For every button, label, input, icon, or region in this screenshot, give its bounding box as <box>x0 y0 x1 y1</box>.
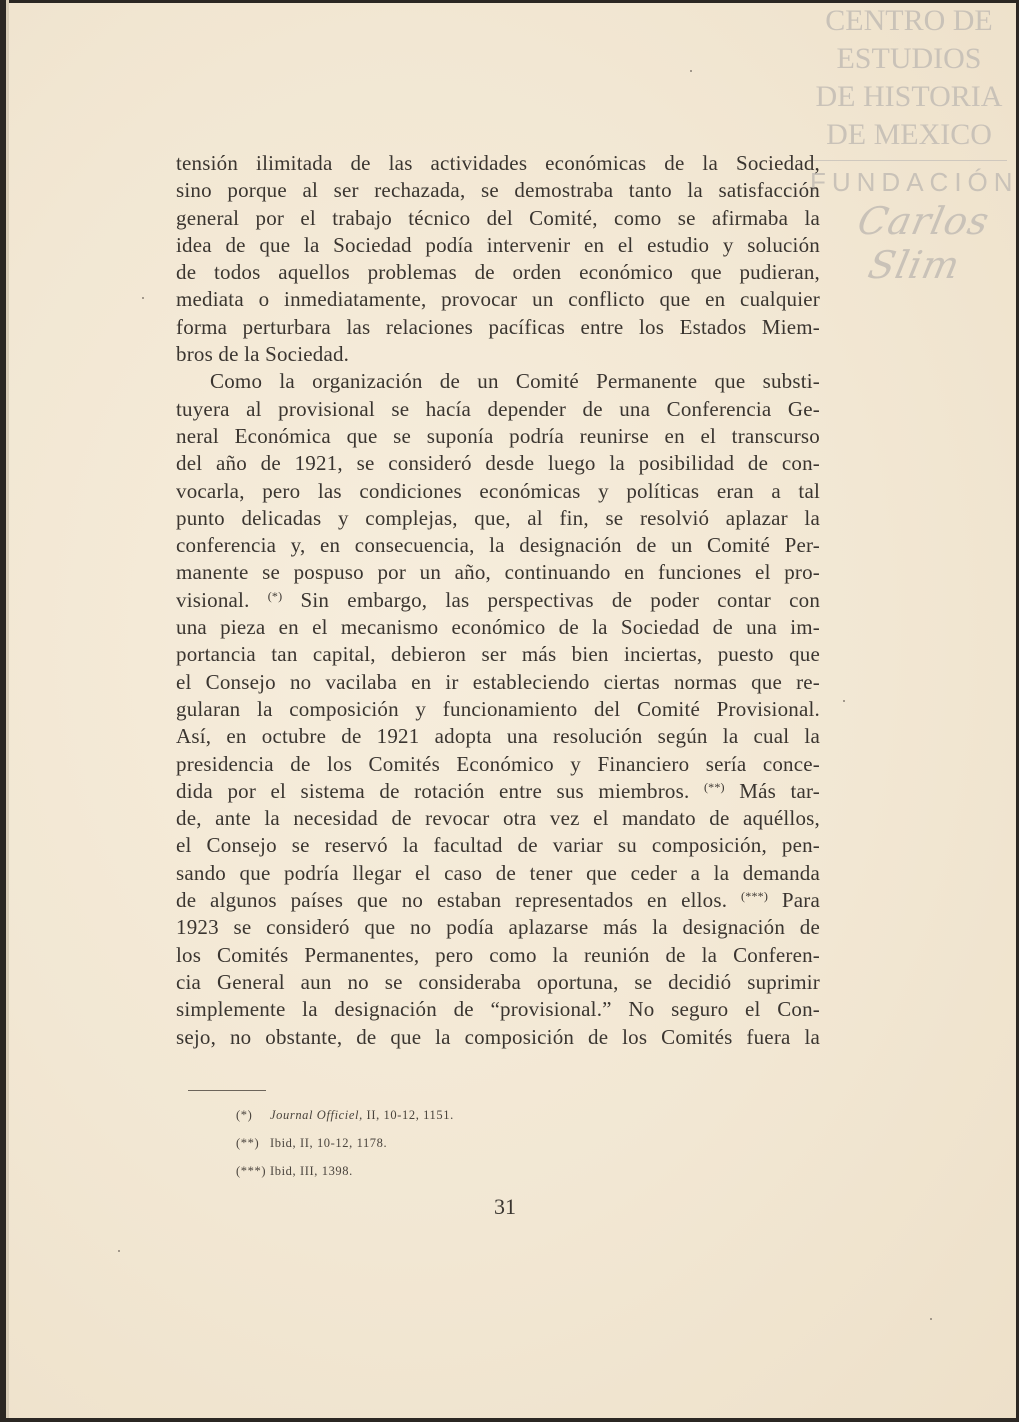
text-line: forma perturbara las relaciones pacíficas entre los Estados Miem- <box>176 314 820 339</box>
footnote-ref: (*) <box>267 588 283 603</box>
text-line: los Comités Permanentes, pero como la reunión de la Conferen- <box>176 942 820 967</box>
text-fragment: visional. <box>176 587 250 612</box>
text-line: presidencia de los Comités Económico y Financiero sería conce- <box>176 751 820 776</box>
text-line: sejo, no obstante, de que la composición de los Comités fuera la <box>176 1024 820 1049</box>
text-line <box>176 887 820 914</box>
text-line: tuyera al provisional se hacía depender de una Conferencia Ge- <box>176 396 820 421</box>
text-line: punto delicadas y complejas, que, al fin, se resolvió aplazar la <box>176 505 820 530</box>
text-line: Como la organización de un Comité Permanente que substi- <box>210 369 820 394</box>
watermark-signature: Carlos Slim <box>853 199 994 287</box>
text-line <box>176 587 820 614</box>
text-line: simplemente la designación de “provisional.” No seguro el Con- <box>176 997 820 1022</box>
text-fragment: dida por el sistema de rotación entre sus miembros. <box>176 778 690 803</box>
footnote-mark: (***) <box>236 1164 267 1178</box>
text-line: idea de que la Sociedad podía intervenir en el estudio y solución <box>176 232 820 257</box>
archive-watermark <box>800 2 1018 287</box>
footnote-source: Journal Officiel, <box>270 1108 363 1122</box>
page-number: 31 <box>494 1194 516 1219</box>
text-line: el Consejo no vacilaba en ir estableciendo ciertas normas que re- <box>176 669 820 694</box>
watermark-divider <box>811 160 1007 161</box>
text-line <box>176 778 820 805</box>
paper-speck <box>690 70 692 72</box>
text-line: mediata o inmediatamente, provocar un conflicto que en cualquier <box>176 287 820 312</box>
text-fragment: de algunos países que no estaban representados en ellos. <box>176 888 728 913</box>
footnote-ref: (**) <box>703 779 725 794</box>
text-line: conferencia y, en consecuencia, la designación de un Comité Per- <box>176 533 820 558</box>
text-line: sino porque al ser rechazada, se demostraba tanto la satisfacción <box>176 178 820 203</box>
text-fragment: Sin embargo, las perspectivas de poder contar con <box>300 587 821 612</box>
text-line: Así, en octubre de 1921 adopta una resolución según la cual la <box>176 724 820 749</box>
footnotes <box>236 1104 636 1188</box>
watermark-fundacion: FUNDACIÓN <box>810 167 1019 197</box>
text-line: 1923 se consideró que no podía aplazarse más la designación de <box>176 915 820 940</box>
text-line: del año de 1921, se consideró desde luego la posibilidad de con- <box>176 451 820 476</box>
text-line: de todos aquellos problemas de orden económico que pudieran, <box>176 260 820 285</box>
footnote-rule <box>188 1090 266 1091</box>
text-fragment: Para <box>781 888 821 913</box>
text-line: gularan la composición y funcionamiento del Comité Provisional. <box>176 696 820 721</box>
footnote-ref: (***) <box>741 889 769 904</box>
text-line: manente se pospuso por un año, continuando en funciones el pro- <box>176 560 820 585</box>
paper-speck <box>930 1318 932 1320</box>
text-line: de, ante la necesidad de revocar otra vez el mandato de aquéllos, <box>176 806 820 831</box>
footnote-text: II, 10-12, 1151. <box>362 1108 454 1122</box>
scan-border-bottom <box>0 1418 1019 1422</box>
footnote-text: Ibid, III, 1398. <box>270 1164 353 1178</box>
footnote <box>236 1160 636 1188</box>
footnote-text: Ibid, II, 10-12, 1178. <box>270 1136 388 1150</box>
text-line: general por el trabajo técnico del Comité, como se afirmaba la <box>176 205 820 230</box>
paper-speck <box>142 297 144 299</box>
footnote-mark: (*) <box>236 1108 253 1122</box>
body-text <box>176 150 820 1051</box>
text-line: una pieza en el mecanismo económico de la Sociedad de una im- <box>176 615 820 640</box>
paper-speck <box>118 1250 120 1252</box>
text-line: tensión ilimitada de las actividades económicas de la Sociedad, <box>176 151 820 175</box>
text-line: cia General aun no se consideraba oportuna, se decidió suprimir <box>176 969 820 994</box>
text-line: portancia tan capital, debieron ser más bien inciertas, puesto que <box>176 642 820 667</box>
text-line: el Consejo se reservó la facultad de variar su composición, pen- <box>176 833 820 858</box>
text-line: neral Económica que se suponía podría reunirse en el transcurso <box>176 423 820 448</box>
paper-speck <box>843 700 845 702</box>
watermark-line: CENTRO DE <box>825 4 993 37</box>
footnote <box>236 1132 636 1160</box>
text-line: sando que podría llegar el caso de tener que ceder a la demanda <box>176 860 820 885</box>
footnote-mark: (**) <box>236 1136 260 1150</box>
watermark-line: ESTUDIOS <box>836 42 982 75</box>
watermark-line: DE MEXICO <box>826 118 992 151</box>
watermark-line: DE HISTORIA <box>815 80 1003 113</box>
text-line: vocarla, pero las condiciones económicas y políticas eran a tal <box>176 478 820 503</box>
text-line: bros de la Sociedad. <box>176 342 350 367</box>
footnote <box>236 1104 636 1132</box>
text-fragment: Más tar- <box>739 778 820 803</box>
page-edge-left <box>6 0 9 1422</box>
